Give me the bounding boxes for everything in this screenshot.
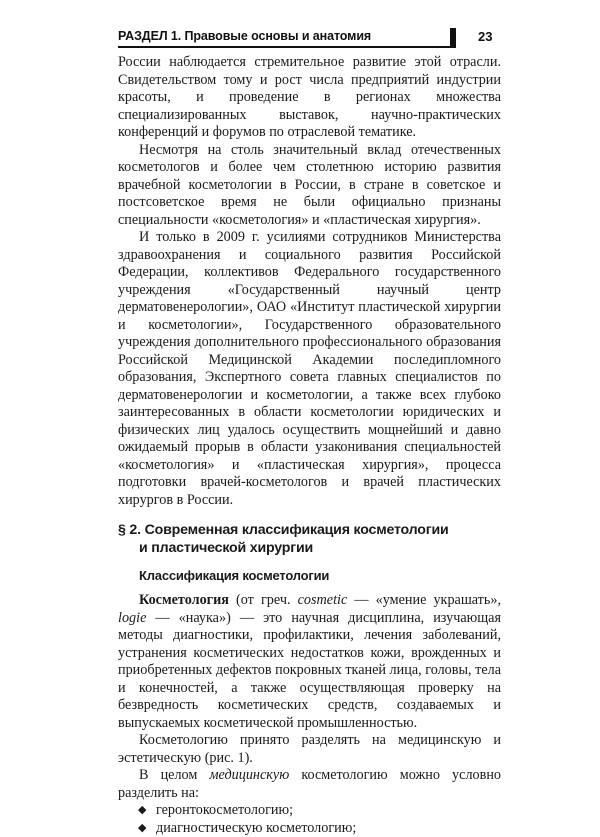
medical-after: косметологию можно условно разделить на: (118, 767, 501, 801)
list-item (118, 802, 501, 820)
header-rule (118, 46, 452, 48)
section-heading-line1: § 2. Современная классификация косметологии (118, 522, 449, 538)
definition-part2: — «умение украшать», (347, 592, 501, 608)
medical-emphasis: медицинскую (209, 767, 289, 783)
diamond-bullet-icon: ◆ (138, 802, 146, 820)
section-heading (118, 522, 501, 557)
definition-word-logie: logie (118, 610, 146, 626)
text-body (118, 54, 501, 837)
running-header (0, 26, 600, 48)
paragraph-division: Косметологию принято разделять на медицинскую и эстетическую (рис. 1). (118, 732, 501, 767)
list-item-text: геронтокосметологию; (156, 802, 293, 818)
running-header-title: РАЗДЕЛ 1. Правовые основы и анатомия (118, 29, 371, 43)
definition-term: Косметология (139, 592, 229, 608)
definition-part1: (от греч. (229, 592, 298, 608)
paragraph-continuation: России наблюдается стремительное развитие этой отрасли. Свидетельством тому и рост числа предприятий индустрии красоты, и проведение в регионах множества специализированных выставок, научно-практических конференций и форумов по отраслевой тематике. (118, 54, 501, 142)
paragraph-definition (118, 592, 501, 732)
list-item (118, 820, 501, 837)
list-item-text: диагностическую косметологию; (156, 820, 356, 836)
definition-word-cosmetic: cosmetic (298, 592, 348, 608)
paragraph-history: Несмотря на столь значительный вклад отечественных косметологов и более чем столетнюю историю развития врачебной косметологии в России, в стране в советское и постсоветское время не были официально признаны специальности «косметология» и «пластическая хирургия». (118, 142, 501, 230)
diamond-bullet-icon: ◆ (138, 820, 146, 837)
medical-before: В целом (139, 767, 209, 783)
subsection-heading: Классификация косметологии (118, 567, 501, 584)
section-heading-line2: и пластической хирургии (118, 540, 501, 558)
definition-part3: — «наука») — это научная дисциплина, изучающая методы диагностики, профилактики, лечения заболеваний, устранения косметических недостатков кожи, врожденных и приобретенных дефектов покровных тканей лица, головы, тела и конечностей, а также осуществляющая проверку на безвредность косметических средств, создаваемых и выпускаемых косметической промышленностью. (118, 610, 501, 731)
paragraph-medical (118, 767, 501, 802)
header-bar-mark (450, 28, 456, 48)
bullet-list (118, 802, 501, 837)
page-number: 23 (478, 29, 492, 44)
paragraph-2009: И только в 2009 г. усилиями сотрудников Министерства здравоохранения и социального развития Российской Федерации, коллективов Федерального государственного учреждения «Государственный научный центр дерматовенерологии», ОАО «Институт пластической хирургии и косметологии», Государственного образовательного учреждения дополнительного профессионального образования Российской Медицинской Академии последипломного образования, Экспертного совета главных специалистов по дерматовенерологии и косметологии, а также всех глубоко заинтересованных в области косметологии юридических и физических лиц удалось осуществить мощнейший и давно ожидаемый прорыв в области узаконивания специальностей «косметология» и «пластическая хирургия», процесса подготовки врачей-косметологов и врачей пластических хирургов в России. (118, 229, 501, 509)
